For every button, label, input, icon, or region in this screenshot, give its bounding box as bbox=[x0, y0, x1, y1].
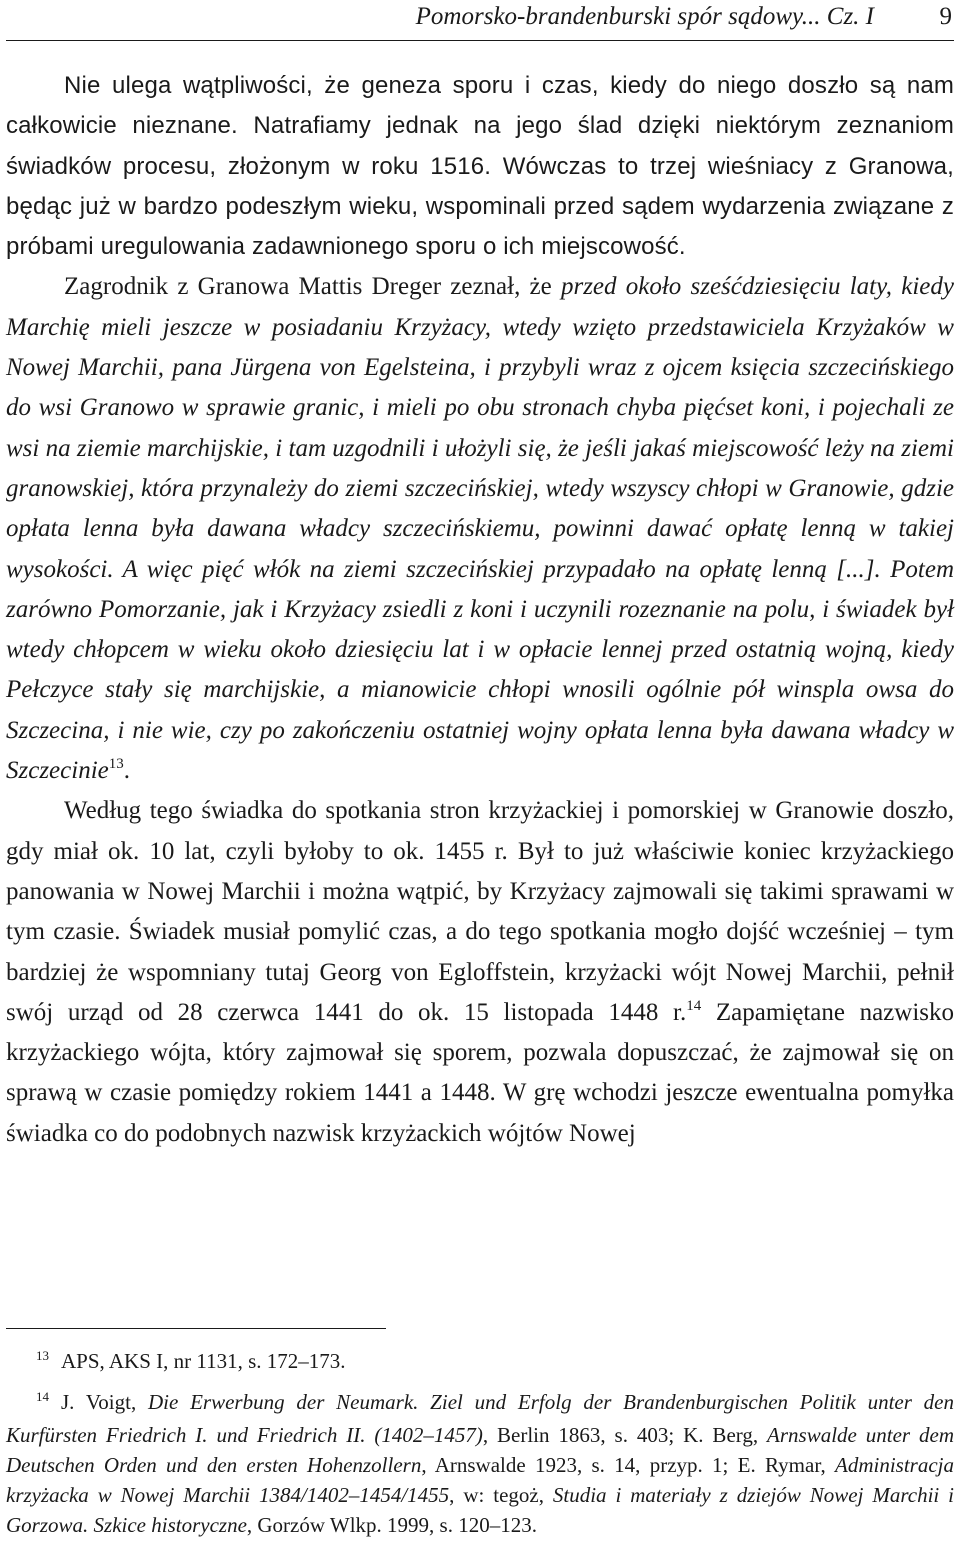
page-number: 9 bbox=[939, 3, 952, 30]
paragraph-3 bbox=[6, 791, 954, 1154]
running-header bbox=[6, 0, 954, 41]
paragraph-3-part-b: Zapamiętane nazwisko krzyżackiego wójta, który zajmował się sporem, pozwala dopuszczać, że zajmował się on sprawą w czasie pomiędzy rokiem 1441 a 1448. W grę wchodzi jeszcze ewentualna pomyłka świadka co do podobnych nazwisk krzyżackich wójtów Nowej bbox=[6, 998, 955, 1147]
footnote-separator bbox=[6, 1328, 386, 1329]
footnote-text: , Arnswalde 1923, s. 14, przyp. 1; E. Rymar, bbox=[421, 1453, 835, 1477]
footnote-text: , Gorzów Wlkp. 1999, s. 120–123. bbox=[246, 1513, 537, 1537]
cited-title: Arnswalde unter dem Deutschen Orden und den ersten Hohenzollern bbox=[6, 1423, 954, 1477]
footnote-text: APS, AKS I, nr 1131, s. 172–173. bbox=[61, 1349, 346, 1373]
footnote-ref-14: 14 bbox=[686, 997, 702, 1014]
footnote-text: , Berlin 1863, s. 403; K. Berg, bbox=[482, 1423, 768, 1447]
paragraph-2-end: . bbox=[123, 757, 130, 785]
footnotes bbox=[6, 1346, 954, 1548]
footnote-14 bbox=[6, 1387, 954, 1540]
footnote-ref-13: 13 bbox=[108, 756, 124, 773]
running-title: Pomorsko-brandenburski spór sądowy... Cz. I bbox=[415, 3, 874, 30]
footnote-text: , w: tegoż, bbox=[449, 1483, 553, 1507]
cited-title: Administracja krzyżacka w Nowej Marchii 1384/1402–1454/1455 bbox=[6, 1453, 954, 1507]
footnote-number: 14 bbox=[36, 1389, 49, 1404]
witness-testimony-quote: przed około sześćdziesięciu laty, kiedy Marchię mieli jeszcze w posiadaniu Krzyżacy, wtedy wzięto przedstawiciela Krzyżaków w Nowej Marchii, pana Jürgena von Egelsteina, i przybyli wraz z ojcem księcia szczecińskiego do wsi Granowo w sprawie granic, i mieli po obu stronach chyba pięćset koni, i pojechali ze wsi na ziemie marchijskie, i tam uzgodnili i ułożyli się, że jeśli jakaś miejscowość leży na ziemi granowskiej, która przynależy do ziemi szczecińskiej, wtedy wszyscy chłopi w Granowie, gdzie opłata lenna była dawana władcy szczecińskiemu, powinni dawać opłatę lenną w takiej wysokości. A więc pięć włók na ziemi szczecińskiej przypadało na opłatę lenną [...]. Potem zarówno Pomorzanie, jak i Krzyżacy zsiedli z koni i uczynili rozeznanie na polu, i świadek był wtedy chłopcem w wieku około dziesięciu lat i w opłacie lennej przed ostatnią wojną, kiedy Pełczyce stały się marchijskie, a mianowicie chłopi wnosili ogólnie pół winspla owsa do Szczecina, i nie wie, czy po zakończeniu ostatniej wojny opłata lenna była dawana władcy w Szczecinie bbox=[6, 273, 955, 785]
cited-title: Die Erwerbung der Neumark. Ziel und Erfolg der Brandenburgischen Politik unter den Kurfürsten Friedrich I. und Friedrich II. (1402–1457) bbox=[6, 1390, 954, 1447]
paragraph-3-part-a: Według tego świadka do spotkania stron krzyżackiej i pomorskiej w Granowie doszło, gdy miał ok. 10 lat, czyli byłoby to ok. 1455 r. Był to już właściwie koniec krzyżackiego panowania w Nowej Marchii i można wątpić, by Krzyżacy zajmowali się takimi sprawami w tym czasie. Świadek musiał pomylić czas, a do tego spotkania mogło dojść wcześniej – tym bardziej że wspomniany tutaj Georg von Egloffstein, krzyżacki wójt Nowej Marchii, pełnił swój urząd od 28 czerwca 1441 do ok. 15 listopada 1448 r. bbox=[6, 797, 954, 1026]
cited-title: Studia i materiały z dziejów Nowej Marchii i Gorzowa. Szkice historyczne bbox=[6, 1483, 954, 1537]
footnote-13 bbox=[6, 1346, 954, 1379]
footnote-number: 13 bbox=[36, 1348, 49, 1363]
paragraph-2-intro: Zagrodnik z Granowa Mattis Dreger zeznał, że bbox=[64, 273, 561, 301]
footnote-text: J. Voigt, bbox=[61, 1390, 148, 1414]
paragraph-1: Nie ulega wątpliwości, że geneza sporu i czas, kiedy do niego doszło są nam całkowicie nieznane. Natrafiamy jednak na jego ślad dzięki niektórym zeznaniom świadków procesu, złożonym w roku 1516. Wówczas to trzej wieśniacy z Granowa, będąc już w bardzo podeszłym wieku, wspominali przed sądem wydarzenia związane z próbami uregulowania zadawnionego sporu o ich miejscowość. bbox=[6, 72, 954, 261]
paragraph-2 bbox=[6, 267, 954, 791]
main-text bbox=[6, 66, 954, 1154]
